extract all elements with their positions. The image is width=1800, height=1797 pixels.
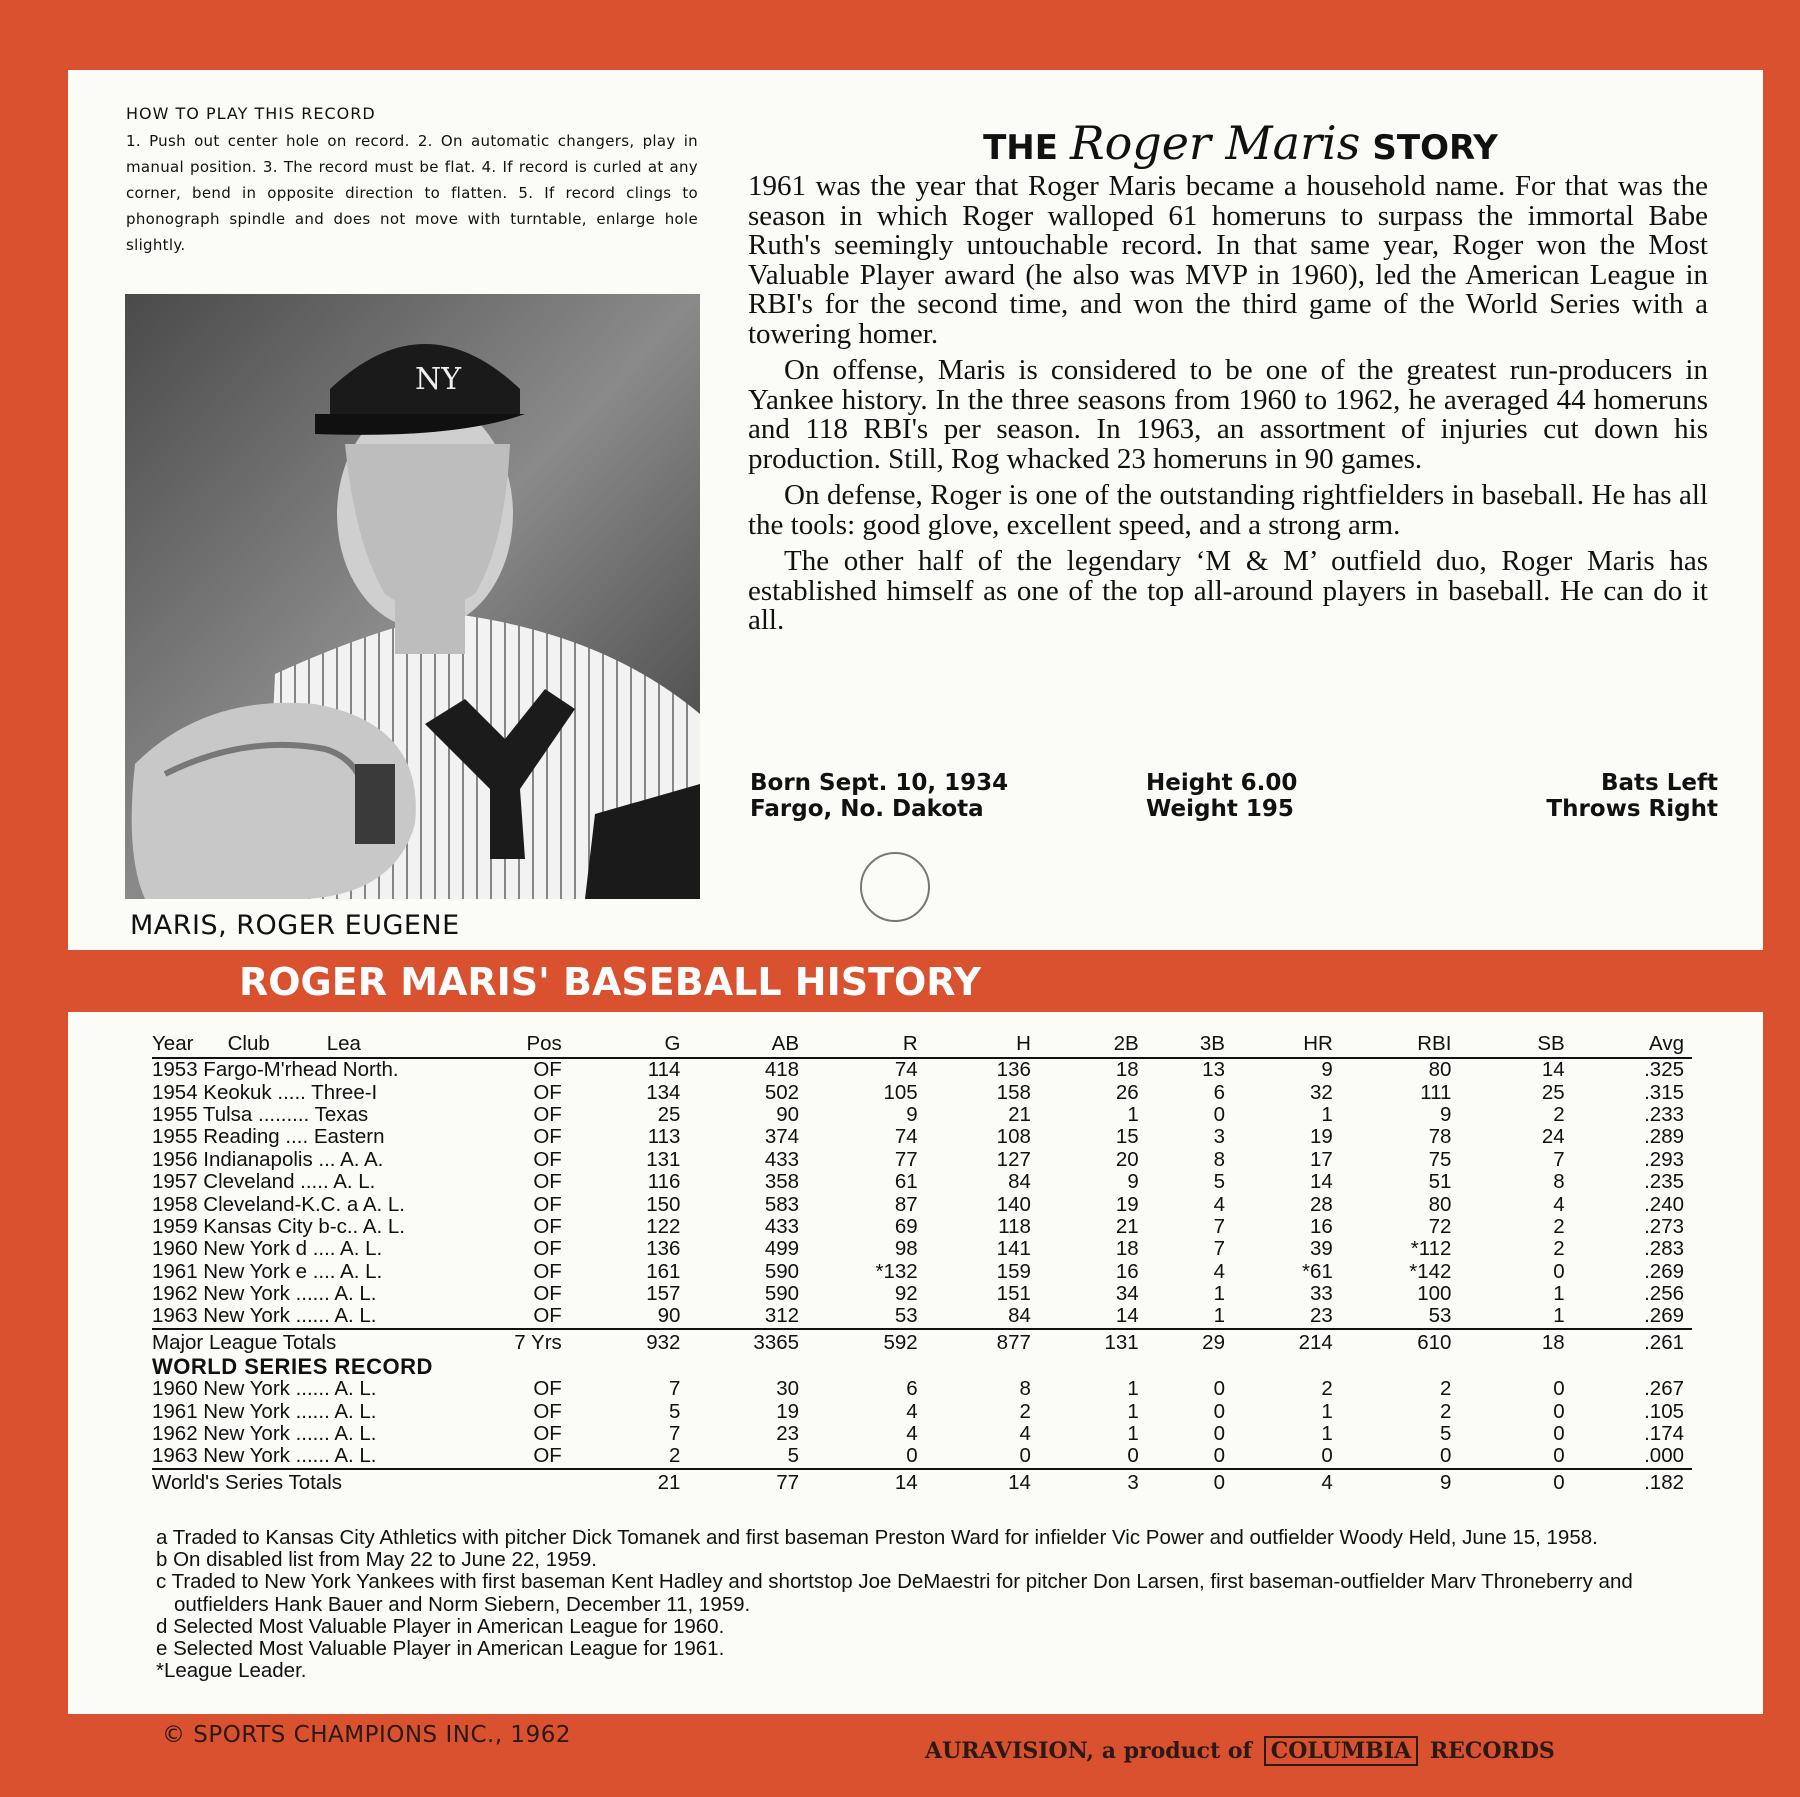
- table-cell: 157: [646, 1282, 681, 1306]
- footnotes: [156, 1527, 1696, 1682]
- table-cell: 9: [1321, 1058, 1333, 1082]
- table-cell: 2: [1553, 1102, 1565, 1126]
- table-cell: .293: [1644, 1147, 1684, 1171]
- table-cell: 0: [1019, 1444, 1031, 1468]
- table-cell: 20: [1115, 1147, 1139, 1171]
- table-cell: 19: [776, 1399, 800, 1423]
- table-cell: 77: [680, 1469, 799, 1496]
- table-cell: 78: [1428, 1125, 1452, 1149]
- table-cell: 1963 New York ...... A. L.: [152, 1444, 377, 1468]
- table-cell: 2: [1440, 1377, 1452, 1401]
- table-cell: 23: [1310, 1304, 1333, 1328]
- table-cell: 0: [1553, 1259, 1565, 1283]
- player-photo: [125, 294, 700, 899]
- world-series-heading-row: [152, 1356, 1692, 1378]
- table-cell: 150: [646, 1192, 681, 1216]
- table-cell: 0: [1213, 1102, 1225, 1126]
- col-header: HR: [1225, 1031, 1333, 1058]
- table-cell: 23: [776, 1422, 800, 1446]
- table-cell: Major League Totals: [152, 1329, 476, 1356]
- table-cell: .000: [1644, 1444, 1684, 1468]
- story-paragraph: On offense, Maris is considered to be one of the greatest run-producers in Yankee history. In the three seasons from 1960 to 1962, he averaged 44 homeruns and 118 RBI's per season. In 1963, an assortment of injuries cut down his production. Still, Rog whacked 23 homeruns in 90 games.: [748, 354, 1708, 475]
- footnote: e Selected Most Valuable Player in American League for 1961.: [156, 1637, 725, 1661]
- table-cell: 1: [1127, 1399, 1139, 1423]
- table-cell: 4: [1225, 1469, 1333, 1496]
- table-cell: 15: [1115, 1125, 1139, 1149]
- table-cell: .273: [1644, 1214, 1684, 1238]
- table-cell: 0: [1440, 1444, 1452, 1468]
- table-cell: 7: [669, 1377, 681, 1401]
- table-cell: 0: [1213, 1377, 1225, 1401]
- table-cell: 33: [1310, 1282, 1333, 1306]
- table-cell: 8: [1553, 1170, 1565, 1194]
- table-cell: 114: [647, 1058, 681, 1082]
- table-cell: 72: [1428, 1214, 1452, 1238]
- table-cell: 24: [1541, 1125, 1565, 1149]
- photo-caption: MARIS, ROGER EUGENE: [130, 910, 460, 941]
- col-header: 2B: [1031, 1031, 1139, 1058]
- table-cell: .261: [1565, 1329, 1692, 1356]
- table-cell: 140: [996, 1192, 1031, 1216]
- table-cell: 21: [1008, 1102, 1031, 1126]
- bio-birth: [750, 770, 1008, 822]
- table-cell: OF: [533, 1237, 562, 1261]
- table-cell: 418: [764, 1058, 800, 1082]
- table-cell: 29: [1139, 1329, 1225, 1356]
- table-cell: 5: [1440, 1422, 1452, 1446]
- footnote: c Traded to New York Yankees with first baseman Kent Hadley and shortstop Joe DeMaestri for pitcher Don Larsen, first baseman-outfielder Marv Throneberry and outfielders Hank Bauer and Norm Siebern, December 11, 1959.: [156, 1570, 1633, 1616]
- table-row: [152, 1423, 1692, 1445]
- story-paragraph: On defense, Roger is one of the outstanding rightfielders in baseball. He has all the tools: good glove, excellent speed, and a strong arm.: [748, 479, 1708, 541]
- table-cell: 1: [1127, 1102, 1139, 1126]
- table-cell: 1953 Fargo-M'rhead North.: [152, 1058, 399, 1082]
- table-cell: 214: [1225, 1329, 1333, 1356]
- table-cell: 1960 New York d .... A. L.: [152, 1237, 383, 1261]
- table-cell: 14: [918, 1469, 1031, 1496]
- season-rows: [152, 1058, 1692, 1496]
- table-cell: 90: [776, 1102, 800, 1126]
- table-cell: 0: [1553, 1422, 1565, 1446]
- table-cell: .325: [1644, 1058, 1684, 1082]
- table-cell: 18: [1115, 1237, 1139, 1261]
- table-cell: 116: [647, 1170, 681, 1194]
- table-cell: 28: [1310, 1192, 1333, 1216]
- table-cell: 5: [787, 1444, 800, 1468]
- table-cell: OF: [533, 1214, 562, 1238]
- table-cell: 0: [906, 1444, 918, 1468]
- totals-row: [152, 1329, 1692, 1356]
- table-cell: 111: [1420, 1080, 1452, 1104]
- table-cell: OF: [533, 1422, 562, 1446]
- table-cell: 7: [669, 1422, 681, 1446]
- bio-bats: Bats Left: [1601, 770, 1718, 796]
- table-cell: 1: [1127, 1377, 1139, 1401]
- table-cell: 100: [1417, 1282, 1452, 1306]
- table-cell: 499: [764, 1237, 800, 1261]
- table-cell: 21: [562, 1469, 681, 1496]
- table-cell: OF: [533, 1170, 562, 1194]
- table-cell: 17: [1310, 1147, 1333, 1171]
- table-cell: 69: [894, 1214, 918, 1238]
- table-cell: 2: [1553, 1214, 1565, 1238]
- col-header: 3B: [1139, 1031, 1225, 1058]
- table-cell: 5: [669, 1399, 681, 1423]
- table-cell: 4: [1213, 1259, 1225, 1283]
- table-cell: 8: [1019, 1377, 1031, 1401]
- footnote: b On disabled list from May 22 to June 22, 1959.: [156, 1548, 598, 1572]
- table-cell: OF: [533, 1399, 562, 1423]
- table-cell: .240: [1644, 1192, 1684, 1216]
- table-cell: 0: [1321, 1444, 1333, 1468]
- table-cell: .105: [1644, 1399, 1684, 1423]
- col-header: AB: [680, 1031, 799, 1058]
- table-cell: 7: [1553, 1147, 1565, 1171]
- table-cell: 9: [1127, 1170, 1139, 1194]
- table-cell: 16: [1115, 1259, 1139, 1283]
- table-cell: 1962 New York ...... A. L.: [152, 1282, 377, 1306]
- table-cell: .233: [1644, 1102, 1684, 1126]
- table-cell: OF: [533, 1377, 562, 1401]
- table-cell: 61: [894, 1170, 918, 1194]
- table-cell: 9: [1440, 1102, 1452, 1126]
- table-cell: 25: [657, 1102, 681, 1126]
- table-row: [152, 1104, 1692, 1126]
- table-cell: 13: [1202, 1058, 1225, 1082]
- table-row: [152, 1193, 1692, 1215]
- col-header: Pos: [476, 1031, 562, 1058]
- table-cell: 90: [657, 1304, 681, 1328]
- table-cell: 32: [1310, 1080, 1333, 1104]
- copyright: © SPORTS CHAMPIONS INC., 1962: [162, 1722, 571, 1748]
- story-paragraph: 1961 was the year that Roger Maris became a household name. For that was the season in which Roger walloped 61 homeruns to surpass the immortal Babe Ruth's seemingly untouchable record. In that same year, Roger won the Most Valuable Player award (he also was MVP in 1960), led the American League in RBI's for the second time, and won the third game of the World Series with a towering homer.: [748, 170, 1708, 350]
- table-cell: 932: [562, 1329, 681, 1356]
- table-cell: 4: [906, 1399, 918, 1423]
- col-header: G: [562, 1031, 681, 1058]
- table-cell: 53: [1428, 1304, 1452, 1328]
- story-heading: [718, 116, 1763, 170]
- footnote: d Selected Most Valuable Player in American League for 1960.: [156, 1614, 725, 1638]
- table-header-row: [152, 1031, 1692, 1058]
- table-cell: 14: [799, 1469, 918, 1496]
- table-cell: 2: [1019, 1399, 1031, 1423]
- table-cell: 158: [996, 1080, 1031, 1104]
- table-cell: 8: [1213, 1147, 1225, 1171]
- table-cell: 1962 New York ...... A. L.: [152, 1422, 377, 1446]
- stats-table: [152, 1031, 1692, 1496]
- table-cell: 141: [996, 1237, 1031, 1261]
- columbia-logo: COLUMBIA: [1264, 1736, 1418, 1766]
- svg-text:NY: NY: [415, 362, 462, 397]
- col-header: Year Club Lea: [152, 1031, 476, 1058]
- table-cell: 21: [1115, 1214, 1139, 1238]
- table-cell: 3365: [680, 1329, 799, 1356]
- table-cell: 14: [1541, 1058, 1565, 1082]
- table-cell: 80: [1428, 1058, 1452, 1082]
- table-cell: OF: [533, 1080, 562, 1104]
- table-row: [152, 1171, 1692, 1193]
- table-cell: 1963 New York ...... A. L.: [152, 1304, 377, 1328]
- table-cell: *61: [1302, 1259, 1333, 1283]
- table-cell: 92: [894, 1282, 918, 1306]
- auravision-credit: [925, 1738, 1555, 1764]
- table-row: [152, 1058, 1692, 1081]
- table-cell: 583: [764, 1192, 800, 1216]
- table-cell: OF: [533, 1058, 562, 1082]
- totals-row: [152, 1469, 1692, 1496]
- howto-instructions: 1. Push out center hole on record. 2. On automatic changers, play in manual position. 3. The record must be flat. 4. If record is curled at any corner, bend in opposite direction to flatten. 5. If record clings to phonograph spindle and does not move with turntable, enlarge hole slightly.: [126, 132, 698, 254]
- table-cell: 5: [1213, 1170, 1225, 1194]
- table-cell: 30: [776, 1377, 800, 1401]
- table-cell: 25: [1541, 1080, 1565, 1104]
- table-row: [152, 1378, 1692, 1400]
- col-header: Avg: [1565, 1031, 1692, 1058]
- table-cell: 0: [1553, 1377, 1565, 1401]
- table-cell: 877: [918, 1329, 1031, 1356]
- col-header: R: [799, 1031, 918, 1058]
- table-cell: World's Series Totals: [152, 1469, 476, 1496]
- story-paragraph: The other half of the legendary ‘M & M’ outfield duo, Roger Maris has established himself as one of the top all-around players in baseball. He can do it all.: [748, 545, 1708, 636]
- table-cell: 1: [1213, 1282, 1225, 1306]
- table-cell: 87: [894, 1192, 918, 1216]
- table-cell: 80: [1428, 1192, 1452, 1216]
- table-cell: 590: [764, 1259, 800, 1283]
- table-cell: 590: [764, 1282, 800, 1306]
- table-cell: OF: [533, 1282, 562, 1306]
- col-header: H: [918, 1031, 1031, 1058]
- table-cell: 134: [646, 1080, 681, 1104]
- table-cell: 1955 Reading .... Eastern: [152, 1125, 385, 1149]
- table-cell: *132: [875, 1259, 918, 1283]
- table-cell: .289: [1644, 1125, 1684, 1149]
- table-cell: 2: [1553, 1237, 1565, 1261]
- table-cell: 74: [894, 1058, 918, 1082]
- table-cell: 4: [1213, 1192, 1225, 1216]
- table-cell: 39: [1310, 1237, 1333, 1261]
- story-text: [748, 172, 1708, 643]
- table-cell: 2: [1440, 1399, 1452, 1423]
- table-row: [152, 1400, 1692, 1422]
- table-cell: OF: [533, 1102, 562, 1126]
- table-cell: 1: [1127, 1422, 1139, 1446]
- table-row: [152, 1283, 1692, 1305]
- table-cell: 6: [1213, 1080, 1225, 1104]
- table-cell: 374: [764, 1125, 800, 1149]
- table-cell: 3: [1031, 1469, 1139, 1496]
- table-row: [152, 1261, 1692, 1283]
- table-cell: [476, 1469, 562, 1496]
- table-cell: 592: [799, 1329, 918, 1356]
- table-cell: 19: [1115, 1192, 1139, 1216]
- table-cell: 84: [1008, 1170, 1031, 1194]
- table-cell: 1954 Keokuk ..... Three-I: [152, 1080, 378, 1104]
- table-cell: OF: [533, 1304, 562, 1328]
- table-cell: 610: [1333, 1329, 1452, 1356]
- table-cell: OF: [533, 1192, 562, 1216]
- table-cell: 131: [1031, 1329, 1139, 1356]
- table-cell: 14: [1115, 1304, 1139, 1328]
- table-cell: 4: [906, 1422, 918, 1446]
- table-row: [152, 1238, 1692, 1260]
- table-cell: 1: [1321, 1102, 1333, 1126]
- table-cell: 1: [1553, 1282, 1565, 1306]
- bio-handedness: [1468, 770, 1718, 822]
- table-cell: 1: [1213, 1304, 1225, 1328]
- player-photo-illustration: [125, 294, 700, 899]
- table-cell: 159: [996, 1259, 1031, 1283]
- table-cell: 18: [1451, 1329, 1564, 1356]
- table-cell: .269: [1644, 1304, 1684, 1328]
- table-cell: 0: [1451, 1469, 1564, 1496]
- table-cell: 358: [764, 1170, 800, 1194]
- heading-the: THE: [983, 128, 1058, 168]
- table-cell: 14: [1310, 1170, 1333, 1194]
- table-cell: 1959 Kansas City b-c.. A. L.: [152, 1214, 405, 1238]
- table-row: [152, 1445, 1692, 1468]
- world-series-heading: WORLD SERIES RECORD: [152, 1353, 433, 1379]
- table-cell: 136: [646, 1237, 681, 1261]
- table-cell: 7: [1213, 1214, 1225, 1238]
- footnote: a Traded to Kansas City Athletics with pitcher Dick Tomanek and first baseman Preston Ward for infielder Vic Power and outfielder Woody Held, June 15, 1958.: [156, 1526, 1598, 1549]
- table-cell: 0: [1213, 1444, 1225, 1468]
- heading-story: STORY: [1372, 128, 1498, 168]
- auravision-suffix: RECORDS: [1429, 1738, 1555, 1764]
- table-cell: 1: [1321, 1399, 1333, 1423]
- table-cell: 131: [646, 1147, 681, 1171]
- table-cell: 9: [1333, 1469, 1452, 1496]
- table-cell: 0: [1127, 1444, 1139, 1468]
- table-cell: .283: [1644, 1237, 1684, 1261]
- table-cell: 502: [764, 1080, 800, 1104]
- history-panel: [68, 1012, 1763, 1714]
- table-cell: OF: [533, 1259, 562, 1283]
- table-row: [152, 1126, 1692, 1148]
- table-cell: *112: [1410, 1237, 1452, 1261]
- table-cell: 105: [883, 1080, 918, 1104]
- auravision-prefix: AURAVISION, a product of: [925, 1738, 1253, 1764]
- table-cell: 0: [1213, 1399, 1225, 1423]
- col-header: SB: [1451, 1031, 1564, 1058]
- table-cell: 0: [1213, 1422, 1225, 1446]
- table-row: [152, 1305, 1692, 1328]
- table-cell: 51: [1428, 1170, 1452, 1194]
- bio-height: Height 6.00: [1146, 770, 1298, 796]
- table-cell: .256: [1644, 1282, 1684, 1306]
- table-cell: 2: [1321, 1377, 1333, 1401]
- table-cell: .182: [1565, 1469, 1692, 1496]
- story-panel: [68, 70, 1763, 950]
- table-cell: 34: [1115, 1282, 1139, 1306]
- table-cell: 0: [1553, 1399, 1565, 1423]
- table-cell: 1: [1321, 1422, 1333, 1446]
- table-cell: 77: [894, 1147, 918, 1171]
- table-cell: .174: [1644, 1422, 1684, 1446]
- table-cell: 1957 Cleveland ..... A. L.: [152, 1170, 376, 1194]
- table-cell: 161: [646, 1259, 681, 1283]
- footnote: *League Leader.: [156, 1659, 307, 1683]
- table-cell: .267: [1644, 1377, 1684, 1401]
- table-cell: 16: [1310, 1214, 1333, 1238]
- table-row: [152, 1216, 1692, 1238]
- bio-throws: Throws Right: [1546, 796, 1718, 822]
- table-cell: OF: [533, 1125, 562, 1149]
- table-row: [152, 1081, 1692, 1103]
- table-cell: 127: [996, 1147, 1031, 1171]
- table-cell: 4: [1019, 1422, 1031, 1446]
- table-cell: 7: [1213, 1237, 1225, 1261]
- table-cell: 84: [1008, 1304, 1031, 1328]
- table-cell: 0: [1139, 1469, 1225, 1496]
- bio-birthplace: Fargo, No. Dakota: [750, 796, 984, 822]
- center-hole[interactable]: [860, 852, 930, 922]
- table-cell: 7 Yrs: [476, 1329, 562, 1356]
- table-cell: 1: [1553, 1304, 1565, 1328]
- table-cell: .315: [1644, 1080, 1684, 1104]
- table-cell: 9: [906, 1102, 918, 1126]
- howto-title: HOW TO PLAY THIS RECORD: [126, 104, 376, 123]
- table-cell: 74: [894, 1125, 918, 1149]
- table-cell: 1961 New York e .... A. L.: [152, 1259, 383, 1283]
- table-cell: 18: [1115, 1058, 1139, 1082]
- table-cell: 1960 New York ...... A. L.: [152, 1377, 377, 1401]
- table-cell: .235: [1644, 1170, 1684, 1194]
- history-title: [0, 960, 1800, 1004]
- table-cell: 75: [1428, 1147, 1452, 1171]
- bio-size: [1146, 770, 1297, 822]
- table-cell: 6: [906, 1377, 918, 1401]
- table-cell: 98: [894, 1237, 918, 1261]
- table-cell: 113: [647, 1125, 681, 1149]
- table-row: [152, 1149, 1692, 1171]
- table-cell: 4: [1553, 1192, 1565, 1216]
- table-cell: 3: [1213, 1125, 1225, 1149]
- table-cell: 151: [996, 1282, 1031, 1306]
- table-cell: 53: [894, 1304, 918, 1328]
- col-header: RBI: [1333, 1031, 1452, 1058]
- table-cell: 136: [996, 1058, 1031, 1082]
- table-cell: OF: [533, 1147, 562, 1171]
- table-cell: 19: [1310, 1125, 1333, 1149]
- table-cell: 312: [764, 1304, 800, 1328]
- table-cell: 1961 New York ...... A. L.: [152, 1399, 377, 1423]
- table-cell: 0: [1553, 1444, 1565, 1468]
- table-cell: 433: [764, 1214, 800, 1238]
- table-cell: OF: [533, 1444, 562, 1468]
- table-cell: 1958 Cleveland-K.C. a A. L.: [152, 1192, 405, 1216]
- table-cell: *142: [1409, 1259, 1452, 1283]
- table-cell: 122: [646, 1214, 681, 1238]
- table-cell: 1955 Tulsa ......... Texas: [152, 1102, 369, 1126]
- bio-born: Born Sept. 10, 1934: [750, 770, 1009, 796]
- table-cell: 2: [669, 1444, 681, 1468]
- table-cell: 118: [998, 1214, 1031, 1238]
- table-cell: 1956 Indianapolis ... A. A.: [152, 1147, 384, 1171]
- table-cell: 433: [764, 1147, 800, 1171]
- table-cell: 26: [1115, 1080, 1139, 1104]
- heading-player-name: Roger Maris: [1069, 116, 1361, 170]
- table-cell: 108: [996, 1125, 1031, 1149]
- bio-weight: Weight 195: [1146, 796, 1294, 822]
- history-title-text: ROGER MARIS' BASEBALL HISTORY: [238, 960, 982, 1004]
- table-cell: .269: [1644, 1259, 1684, 1283]
